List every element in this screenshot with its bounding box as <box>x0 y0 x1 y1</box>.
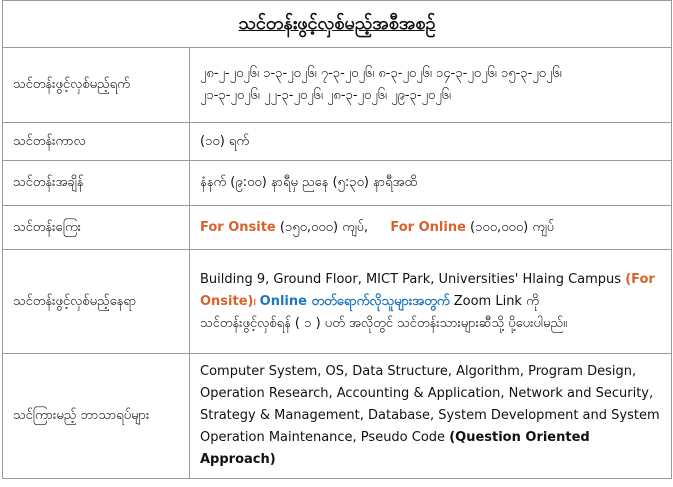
subjects-line-4-text: Operation Maintenance, Pseudo Code <box>200 430 446 445</box>
table-row-time <box>3 161 672 206</box>
fee-online-value: (၁၀၀,၀၀၀) ကျပ် <box>470 219 555 235</box>
table-row-subjects <box>3 354 672 479</box>
title-row <box>2 0 672 47</box>
time-value: နံနက် (၉:၀၀) နာရီမှ ညနေ (၅:၃၀) နာရီအထိ <box>190 161 672 206</box>
duration-value: (၁၀) ရက် <box>190 123 672 161</box>
subjects-line-3: Strategy & Management, Database, System Development and System <box>200 408 660 423</box>
venue-value <box>190 250 672 354</box>
dates-value <box>190 48 672 123</box>
table-row-venue <box>3 250 672 354</box>
dates-line-2: ၂၁-၃-၂၀၂၆၊ ၂၂-၃-၂၀၂၆၊ ၂၈-၃-၂၀၂၆၊ ၂၉-၃-၂၀၂၆၊ <box>200 88 451 103</box>
subjects-label: သင်ကြားမည့် ဘာသာရပ်များ <box>3 354 190 479</box>
venue-online-note: Online တတ်ရောက်လိုသူများအတွက် <box>259 293 450 309</box>
venue-line-2 <box>200 291 661 313</box>
fee-onsite-label: For Onsite <box>200 219 276 235</box>
schedule-table <box>2 47 672 479</box>
fee-onsite-value: (၁၅၀,၀၀၀) ကျပ်, <box>279 219 369 235</box>
fee-label: သင်တန်းကြေး <box>3 206 190 250</box>
table-row-duration <box>3 123 672 161</box>
table-row-dates <box>3 48 672 123</box>
page-title: သင်တန်းဖွင့်လှစ်မည့်အစီအစဉ် <box>238 12 436 34</box>
dates-label: သင်တန်းဖွင့်လှစ်မည့်ရက် <box>3 48 190 123</box>
venue-line-1 <box>200 269 661 291</box>
fee-value <box>190 206 672 250</box>
time-label: သင်တန်းအချိန် <box>3 161 190 206</box>
subjects-approach-note: (Question Oriented Approach) <box>200 430 590 467</box>
venue-zoom-text: Zoom Link ကို <box>453 293 539 309</box>
venue-onsite-tag-start: (For <box>625 271 655 287</box>
dates-line-1: ၂၈-၂-၂၀၂၆၊ ၁-၃-၂၀၂၆၊ ၇-၃-၂၀၂၆၊ ၈-၃-၂၀၂၆၊ ၁၄-၃-၂၀၂၆၊ ၁၅-၃-၂၀၂၆၊ <box>200 66 562 81</box>
subjects-line-1: Computer System, OS, Data Structure, Algorithm, Program Design, <box>200 364 637 379</box>
subjects-value <box>190 354 672 479</box>
fee-online-label: For Online <box>390 219 466 235</box>
table-row-fee <box>3 206 672 250</box>
venue-label: သင်တန်းဖွင့်လှစ်မည့်နေရာ <box>3 250 190 354</box>
venue-address: Building 9, Ground Floor, MICT Park, Universities' Hlaing Campus <box>200 271 622 287</box>
subjects-line-4 <box>200 427 661 471</box>
duration-label: သင်တန်းကာလ <box>3 123 190 161</box>
venue-line-3: သင်တန်းဖွင့်လှစ်ရန် ( ၁ ) ပတ် အလိုတွင် သင်တန်းသားများဆီသို့ ပို့ပေးပါမည်။ <box>200 315 567 331</box>
venue-onsite-tag-end: Onsite)၊ <box>200 293 256 309</box>
subjects-line-2: Operation Research, Accounting & Application, Network and Security, <box>200 386 654 401</box>
